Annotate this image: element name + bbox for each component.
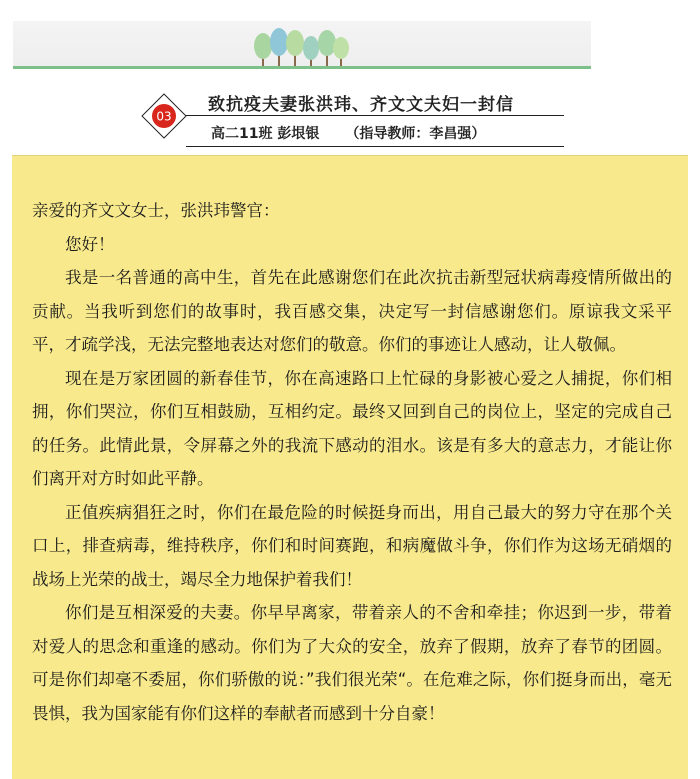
teacher-credit: （指导教师：李昌强） [345, 126, 486, 142]
letter-title: 致抗疫夫妻张洪玮、齐文文夫妇一封信 [208, 95, 514, 115]
salutation: 亲爱的齐文文女士，张洪玮警官： [32, 201, 280, 220]
badge-number: 03 [156, 109, 172, 124]
paragraph-4: 你们是互相深爱的夫妻。你早早离家，带着亲人的不舍和牵挂；你迟到一步，带着对爱人的思念和重逢的感动。你们为了大众的安全，放弃了假期，放弃了春节的团圆。可是你们却毫不委屈，你们骄傲的说：”我们很光荣“。在危难之际，你们挺身而出，毫无畏惧，我为国家能有你们这样的奉献者而感到十分自豪！ [32, 603, 672, 723]
paragraph-3: 正值疾病猖狂之时，你们在最危险的时候挺身而出，用自己最大的努力守在那个关口上，排查病毒，维持秩序，你们和时间赛跑，和病魔做斗争，你们作为这场无硝烟的战场上光荣的战士，竭尽全力地保护着我们！ [32, 502, 672, 589]
author-class: 高二11班 彭垠银 [211, 126, 320, 142]
subtitle-underline [186, 146, 564, 147]
title-underline [186, 115, 564, 116]
paragraph-greeting: 您好！ [65, 234, 115, 254]
paragraph-2: 现在是万家团圆的新春佳节，你在高速路口上忙碌的身影被心爱之人捕捉，你们相拥，你们哭泣，你们互相鼓励，互相约定。最终又回到自己的岗位上，坚定的完成自己的任务。此情此景，令屏幕之外的我流下感动的泪水。该是有多大的意志力，才能让你们离开对方时如此平静。 [32, 368, 672, 488]
letter-body [32, 194, 672, 730]
paragraph-1: 我是一名普通的高中生，首先在此感谢您们在此次抗击新型冠状病毒疫情所做出的贡献。当我听到您们的故事时，我百感交集，决定写一封信感谢您们。原谅我文采平平，才疏学浅，无法完整地表达对您们的敬意。你们的事迹让人感动，让人敬佩。 [32, 268, 672, 354]
trees-icon [248, 28, 352, 68]
section-number-badge [141, 93, 187, 139]
byline [211, 123, 485, 143]
